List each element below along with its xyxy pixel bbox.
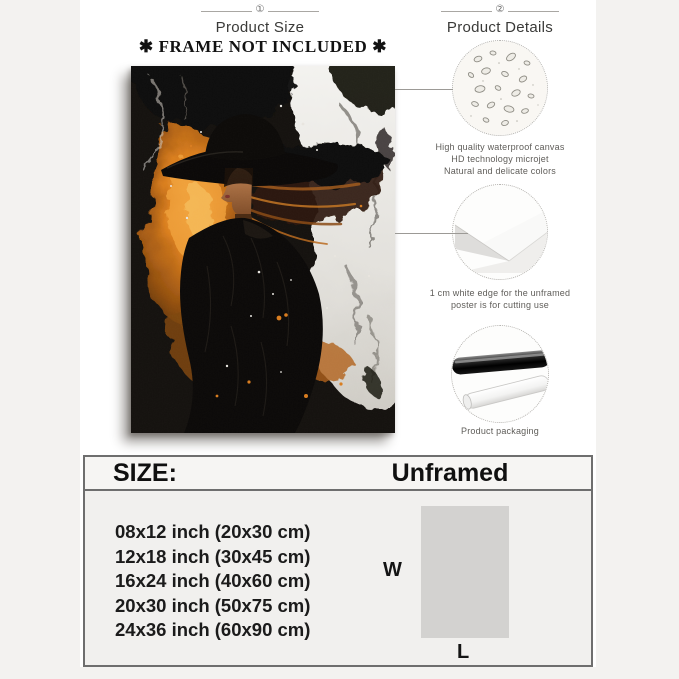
size-label: SIZE: [113, 459, 177, 487]
waterproof-canvas-caption [395, 141, 605, 177]
caption-line: Natural and delicate colors [444, 166, 556, 176]
caption-line: HD technology microjet [451, 154, 549, 164]
product-packaging-icon [451, 325, 549, 423]
caption-line: High quality waterproof canvas [435, 142, 565, 152]
length-dimension-label: L [457, 641, 470, 663]
size-option: 08x12 inch (20x30 cm) [115, 521, 311, 542]
section-marker-rule [441, 3, 559, 17]
size-table [83, 455, 593, 667]
circled-two-marker: ② [492, 3, 509, 17]
bottom-gray-band [0, 667, 679, 679]
left-gray-band [0, 0, 80, 679]
size-list [115, 520, 310, 643]
section-title: Product Details [446, 19, 554, 36]
caption-line: 1 cm white edge for the unframed [429, 288, 571, 298]
size-table-header [85, 457, 591, 491]
callout-line-white-edge [395, 233, 468, 234]
poster-image [131, 66, 395, 433]
section-title: Product Size [215, 19, 305, 36]
waterproof-canvas-icon [452, 40, 548, 136]
frame-not-included-notice: ✱ FRAME NOT INCLUDED ✱ [138, 37, 388, 56]
size-option: 24x36 inch (60x90 cm) [115, 619, 311, 640]
callout-line-canvas [395, 89, 453, 90]
white-edge-icon [452, 184, 548, 280]
caption-line: poster is for cutting use [450, 300, 550, 310]
size-option: 16x24 inch (40x60 cm) [115, 570, 311, 591]
caption-line: Product packaging [461, 426, 539, 436]
white-edge-caption [395, 287, 605, 311]
product-size-header [150, 3, 370, 36]
right-gray-band [596, 0, 679, 679]
width-dimension-label: W [383, 559, 402, 581]
product-details-header [390, 3, 610, 36]
section-marker-rule [201, 3, 319, 17]
size-option: 20x30 inch (50x75 cm) [115, 594, 311, 616]
unframed-label: Unframed [391, 459, 509, 487]
size-diagram-rectangle [421, 506, 509, 638]
packaging-caption [395, 425, 605, 437]
circled-one-marker: ① [252, 3, 269, 17]
poster-art [131, 66, 395, 433]
size-option: 12x18 inch (30x45 cm) [115, 545, 311, 567]
